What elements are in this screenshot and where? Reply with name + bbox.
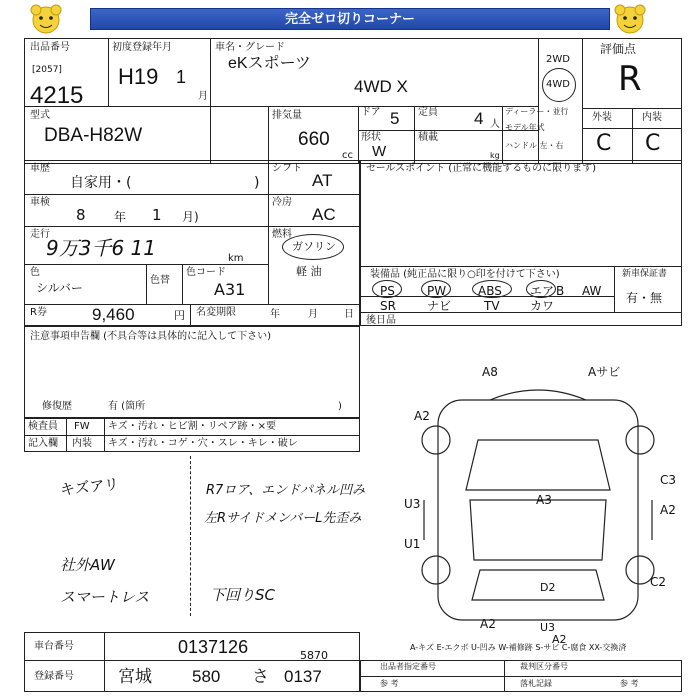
damage-mark-u1: U1	[404, 537, 421, 551]
footer-bid-label: 参 考	[620, 679, 639, 688]
color-code-label: 色コード	[186, 267, 226, 278]
handwritten-note-2: 左RサイドメンバーL先歪み	[204, 511, 362, 526]
model-label: 型式	[30, 110, 50, 121]
repair-close: )	[338, 401, 342, 412]
rear-item-label: 後日品	[366, 315, 396, 326]
registration-place: 宮城	[118, 667, 152, 686]
displacement-unit: cc	[342, 150, 353, 161]
damage-mark-a-rust: Aサビ	[588, 365, 621, 379]
inspection-year: 8	[76, 206, 86, 224]
page-title-banner	[90, 8, 610, 30]
recycle-unit: 円	[174, 309, 185, 322]
mascot-icon	[28, 4, 64, 36]
footer-summary-label: 落札記録	[520, 679, 552, 688]
mascot-icon	[612, 4, 648, 36]
damage-mark-a8: A8	[482, 365, 498, 379]
damage-mark-a2-right: A2	[660, 503, 676, 517]
fuel-label: 燃料	[272, 229, 292, 240]
registration-extra: 5870	[300, 649, 328, 662]
equipment-aw: AW	[582, 284, 602, 298]
check-interior-label: 内装	[72, 438, 92, 449]
doors-value: 5	[390, 109, 400, 128]
repair-label: 修復歴	[42, 401, 72, 412]
recycle-label: R券	[30, 307, 47, 318]
capacity-label: 定員	[418, 107, 438, 118]
shift-value: AT	[312, 171, 333, 190]
registration-class: 580	[192, 667, 221, 686]
damage-mark-c2: C2	[650, 575, 667, 589]
name-change-month: 月	[308, 309, 318, 320]
first-reg-month-unit: 月	[198, 91, 208, 102]
drive-selected: 4WD	[546, 79, 570, 90]
damage-mark-a2-rear: A2	[480, 617, 496, 631]
check-fw-label: FW	[74, 421, 90, 432]
first-reg-label: 初度登録年月	[112, 42, 172, 53]
chassis-label: 車台番号	[34, 641, 74, 652]
equipment-navi: ナビ	[427, 299, 452, 313]
mileage-value: 9万3千6 11	[46, 236, 156, 260]
damage-mark-u3-left: U3	[404, 497, 421, 511]
first-reg-month: 1	[176, 67, 187, 87]
model-year-label: モデル年式	[505, 123, 545, 132]
recycle-value: 9,460	[92, 305, 135, 324]
mileage-label: 走行	[30, 229, 50, 240]
lot-number: 4215	[30, 82, 84, 109]
history-value: 自家用・(	[70, 175, 132, 191]
damage-mark-c3: C3	[660, 473, 677, 487]
shift-label: シフト	[272, 163, 302, 174]
check-fw-items: キズ・汚れ・ヒビ割・リペア跡・×要	[108, 421, 276, 432]
new-warranty-value: 有・無	[626, 291, 663, 305]
capacity-value: 4	[474, 109, 484, 128]
damage-mark-a2-front: A2	[414, 409, 430, 423]
handwritten-note-4: スマートレス	[60, 588, 150, 606]
shape-value: W	[372, 143, 387, 160]
capacity-unit: 人	[490, 119, 500, 130]
color-code: A31	[214, 280, 246, 299]
check-interior-items: キズ・汚れ・コゲ・穴・スレ・キレ・破レ	[108, 438, 298, 449]
equipment-b: B	[556, 284, 565, 298]
equipment-air: エア	[530, 284, 555, 298]
displacement-label: 排気量	[272, 110, 302, 121]
footer-receipt-label: 出品者指定番号	[380, 662, 436, 671]
damage-mark-u3-rear: U3	[540, 621, 556, 634]
page-title: 完全ゼロ切りコーナー	[284, 12, 415, 27]
exterior-label: 外装	[592, 112, 612, 123]
damage-mark-a3: A3	[536, 493, 552, 507]
mileage-unit: km	[228, 253, 244, 264]
notes-label: 注意事項申告欄 (不具合等は具体的に記入して下さい)	[30, 331, 271, 342]
name-change-label: 名変期限	[196, 307, 236, 318]
color-change-label: 色替	[150, 275, 170, 286]
shape-label: 形状	[361, 132, 381, 143]
displacement-value: 660	[298, 129, 330, 150]
new-warranty-label: 新車保証書	[622, 269, 668, 279]
lot-label: 出品番号	[30, 42, 70, 53]
equipment-label: 装備品 (純正品に限り○印を付けて下さい)	[370, 269, 560, 280]
handwritten-note-3: 社外AW	[60, 556, 115, 574]
check-label-2: 記入欄	[28, 438, 58, 449]
first-reg-era: H19	[118, 64, 159, 89]
handwritten-note-1: R7ロア、エンドパネル凹み	[206, 483, 366, 498]
footer-verifier-label: 裁判区分番号	[520, 662, 568, 671]
handwritten-note-5: 下回りSC	[210, 586, 275, 604]
doors-label: ドア	[361, 107, 381, 118]
rating-label: 評価点	[600, 42, 637, 56]
damage-mark-a2-rear-2: A2	[552, 633, 567, 646]
rating-value: R	[618, 59, 642, 99]
sales-point-label: セールスポイント (正常に機能するものに限ります)	[366, 163, 597, 174]
color-value: シルバー	[36, 281, 83, 295]
lot-code: [2057]	[32, 65, 62, 75]
equipment-air-circle	[526, 280, 556, 298]
inspection-month-unit: 月)	[182, 210, 199, 224]
drive-2wd-label: 2WD	[546, 54, 570, 65]
interior-value: C	[645, 131, 661, 156]
aircon-label: 冷房	[272, 197, 292, 208]
name-change-day: 日	[344, 309, 354, 320]
registration-number: 0137	[284, 667, 322, 686]
name-change-year: 年	[270, 309, 280, 320]
equipment-abs-circle	[472, 280, 512, 298]
inspection-label: 車検	[30, 197, 50, 208]
inspection-month: 1	[152, 206, 162, 224]
equipment-pw: PW	[427, 284, 447, 298]
registration-label: 登録番号	[34, 671, 74, 682]
dealer-label: ディーラー・並行	[505, 107, 569, 116]
check-label-1: 検査員	[28, 421, 58, 432]
history-label: 車歴	[30, 163, 50, 174]
car-name: eKスポーツ	[228, 55, 311, 72]
chassis-value: 0137126	[178, 637, 249, 657]
color-label: 色	[30, 267, 40, 278]
equipment-abs: ABS	[478, 284, 502, 298]
equipment-pw-circle	[421, 280, 451, 298]
load-unit: kg	[490, 151, 500, 160]
interior-label: 内装	[642, 112, 662, 123]
model-value: DBA-H82W	[44, 125, 143, 146]
load-label: 積載	[418, 132, 438, 143]
car-name-label: 車名・グレード	[215, 42, 285, 53]
footer-ref-label: 参 考	[380, 679, 399, 688]
fuel-diesel: 軽 油	[296, 265, 322, 278]
handwritten-kizuari: キズアリ	[59, 474, 120, 500]
damage-mark-d2: D2	[540, 581, 556, 594]
inspection-year-unit: 年	[114, 210, 127, 224]
registration-kana: さ	[252, 667, 269, 686]
fuel-gasoline: ガソリン	[292, 240, 336, 253]
equipment-leather: カワ	[530, 299, 555, 313]
equipment-ps: PS	[380, 284, 395, 298]
equipment-tv: TV	[484, 299, 500, 313]
diagram-legend: A-キズ E-エクボ U-凹み W-補修跡 S-サビ C-腐食 XX-交換済	[410, 643, 627, 652]
history-close: )	[254, 175, 260, 191]
equipment-sr: SR	[380, 299, 396, 313]
repair-value: 有 (箇所	[108, 401, 146, 412]
car-grade: 4WD X	[354, 77, 408, 96]
exterior-value: C	[596, 131, 612, 156]
handle-label: ハンドル 左・右	[505, 141, 564, 150]
aircon-value: AC	[312, 205, 336, 224]
equipment-ps-circle	[372, 280, 402, 298]
